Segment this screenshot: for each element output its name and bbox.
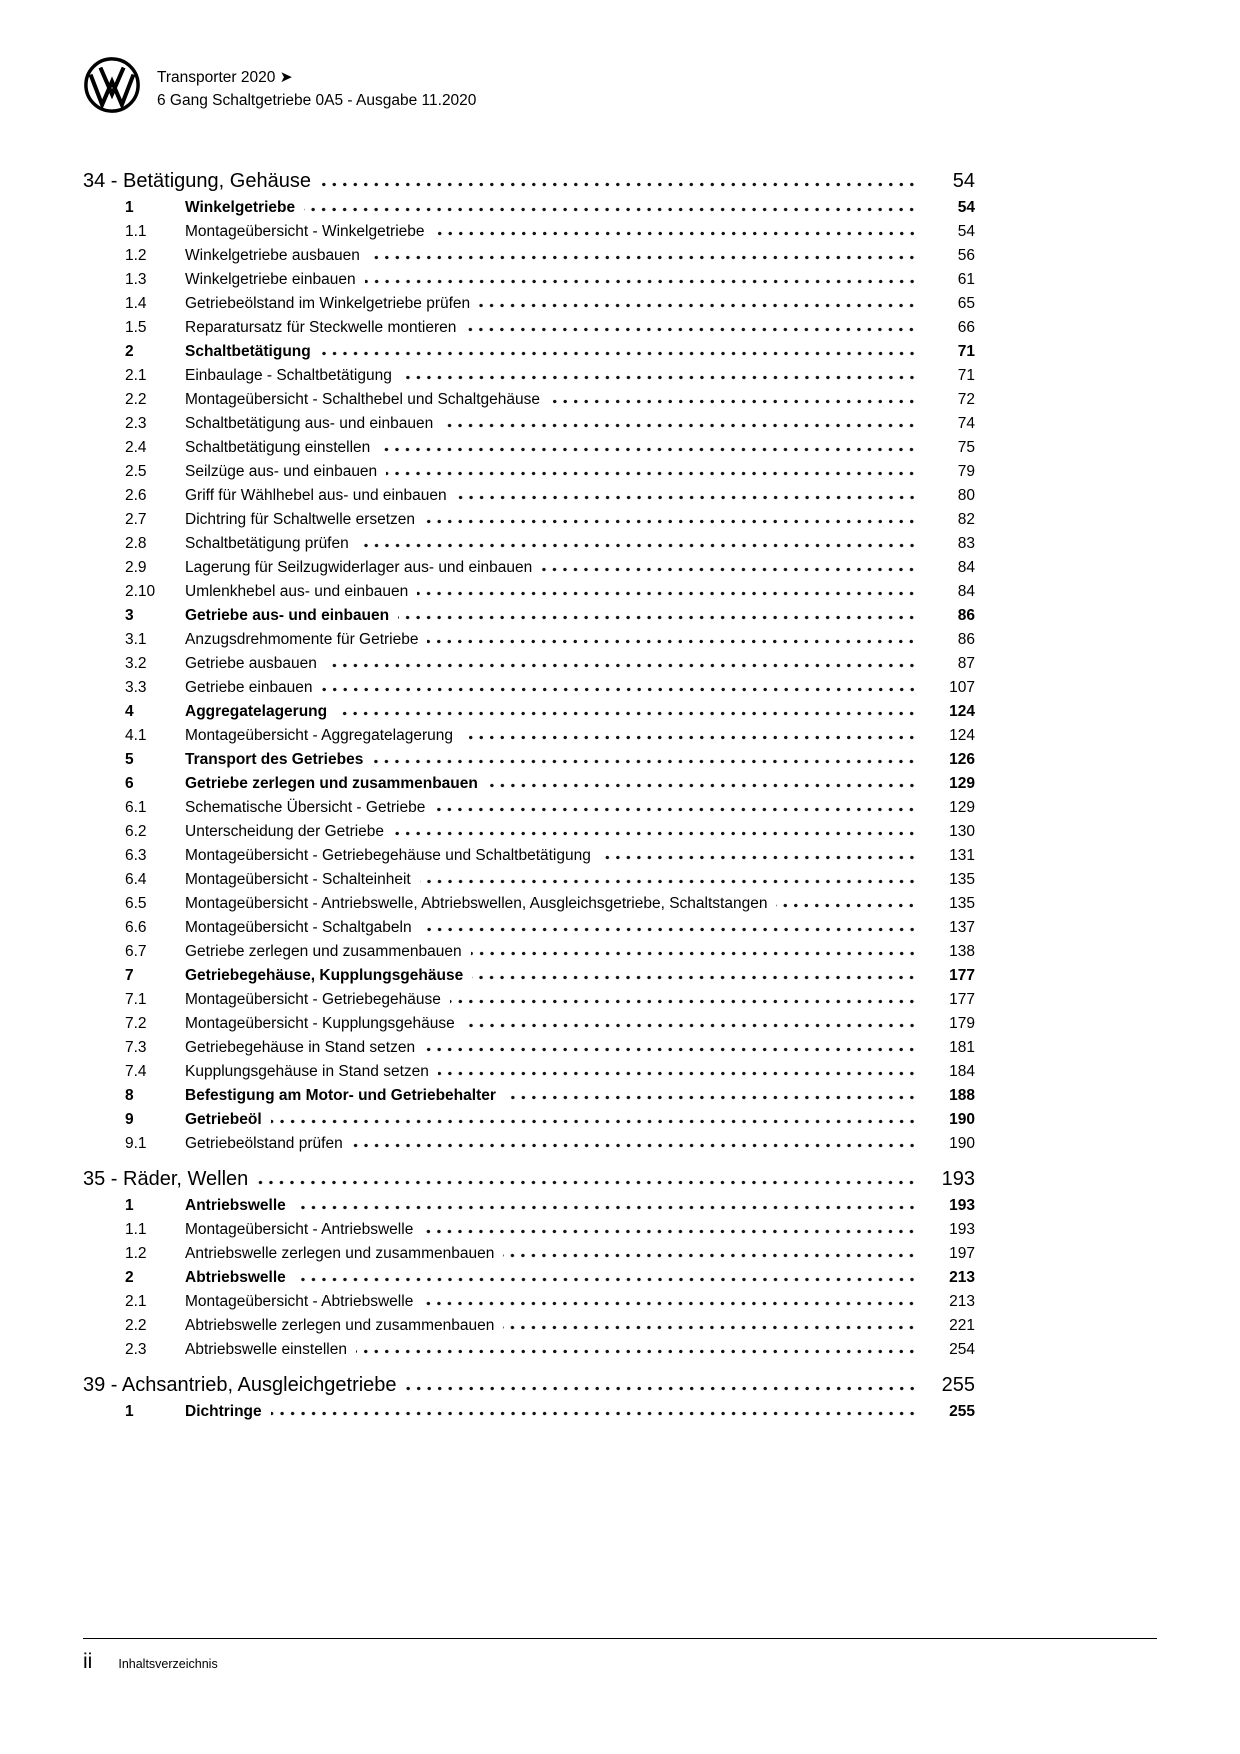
dotted-leader xyxy=(369,255,917,260)
toc-entry-title: Montageübersicht - Kupplungsgehäuse xyxy=(185,1015,455,1032)
toc-entry-title: Montageübersicht - Abtriebswelle xyxy=(185,1293,414,1310)
toc-entry-title: Antriebswelle xyxy=(185,1197,286,1214)
dotted-leader xyxy=(304,207,917,212)
toc-section-row xyxy=(83,1338,975,1362)
toc-entry-number: 2.8 xyxy=(125,535,147,552)
toc-entry-title: Transport des Getriebes xyxy=(185,751,364,768)
toc-section-row xyxy=(83,724,975,748)
toc-section-row xyxy=(83,1194,975,1218)
footer-section-title: Inhaltsverzeichnis xyxy=(118,1657,218,1671)
toc-entry-number: 1.1 xyxy=(125,1221,147,1238)
toc-entry-number: 3.1 xyxy=(125,631,147,648)
toc-entry-number: 4.1 xyxy=(125,727,147,744)
toc-entry-title: Dichtring für Schaltwelle ersetzen xyxy=(185,511,416,528)
toc-page-number: 54 xyxy=(952,170,975,192)
toc-section-row xyxy=(83,964,975,988)
toc-section-row xyxy=(83,1012,975,1036)
toc-page-number: 184 xyxy=(949,1063,975,1080)
toc-section-row xyxy=(83,772,975,796)
toc-page-number: 193 xyxy=(949,1197,975,1214)
toc-entry-title: Montageübersicht - Schalthebel und Schaltgehäuse xyxy=(185,391,541,408)
toc-page-number: 107 xyxy=(949,679,975,696)
dotted-leader xyxy=(427,639,917,644)
toc-entry-number: 2.2 xyxy=(125,391,147,408)
dotted-leader xyxy=(438,1071,917,1076)
toc-entry-number: 2.3 xyxy=(125,1341,147,1358)
toc-page-number: 177 xyxy=(949,991,975,1008)
toc-page-number: 126 xyxy=(949,751,975,768)
dotted-leader xyxy=(434,231,917,236)
dotted-leader xyxy=(386,471,917,476)
toc-entry-title: Schematische Übersicht - Getriebe xyxy=(185,799,426,816)
toc-page-number: 129 xyxy=(949,799,975,816)
toc-section-row xyxy=(83,988,975,1012)
toc-section-row xyxy=(83,388,975,412)
toc-entry-title: Abtriebswelle zerlegen und zusammenbauen xyxy=(185,1317,495,1334)
toc-page-number: 72 xyxy=(957,391,975,408)
toc-entry-title: Abtriebswelle xyxy=(185,1269,286,1286)
toc-entry-number: 7 xyxy=(125,967,134,984)
dotted-leader xyxy=(434,807,917,812)
toc-entry-number: 9 xyxy=(125,1111,134,1128)
toc-entry-number: 1.4 xyxy=(125,295,147,312)
toc-entry-number: 2.9 xyxy=(125,559,147,576)
dotted-leader xyxy=(358,543,917,548)
toc-entry-number: 7.1 xyxy=(125,991,147,1008)
toc-section-row xyxy=(83,1314,975,1338)
toc-entry-title: Griff für Wählhebel aus- und einbauen xyxy=(185,487,447,504)
toc-section-row xyxy=(83,1266,975,1290)
toc-entry-title: Getriebeölstand im Winkelgetriebe prüfen xyxy=(185,295,471,312)
toc-entry-title: Dichtringe xyxy=(185,1403,262,1420)
dotted-leader xyxy=(487,783,917,788)
toc-entry-title: Befestigung am Motor- und Getriebehalter xyxy=(185,1087,496,1104)
toc-entry-number: 3.3 xyxy=(125,679,147,696)
toc-page-number: 82 xyxy=(957,511,975,528)
toc-section-row xyxy=(83,1242,975,1266)
toc-page-number: 75 xyxy=(957,439,975,456)
toc-entry-number: 7.2 xyxy=(125,1015,147,1032)
toc-entry-title: Kupplungsgehäuse in Stand setzen xyxy=(185,1063,429,1080)
toc-page-number: 61 xyxy=(957,271,975,288)
toc-page-number: 131 xyxy=(949,847,975,864)
toc-entry-number: 6.4 xyxy=(125,871,147,888)
dotted-leader xyxy=(322,687,917,692)
toc-page-number: 79 xyxy=(957,463,975,480)
toc-entry-number: 2.2 xyxy=(125,1317,147,1334)
toc-entry-title: Getriebegehäuse, Kupplungsgehäuse xyxy=(185,967,464,984)
toc-entry-title: Unterscheidung der Getriebe xyxy=(185,823,385,840)
toc-page-number: 255 xyxy=(949,1403,975,1420)
toc-entry-number: 6.3 xyxy=(125,847,147,864)
toc-page-number: 138 xyxy=(949,943,975,960)
dotted-leader xyxy=(424,519,917,524)
toc-entry-title: Schaltbetätigung einstellen xyxy=(185,439,371,456)
toc-entry-number: 1 xyxy=(125,199,134,216)
toc-page-number: 254 xyxy=(949,1341,975,1358)
dotted-leader xyxy=(420,879,917,884)
toc-page-number: 86 xyxy=(957,607,975,624)
dotted-leader xyxy=(422,1229,917,1234)
dotted-leader xyxy=(503,1253,917,1258)
toc-entry-number: 1.2 xyxy=(125,247,147,264)
toc-entry-title: Montageübersicht - Aggregatelagerung xyxy=(185,727,453,744)
toc-entry-number: 2 xyxy=(125,343,134,360)
dotted-leader xyxy=(471,951,917,956)
dotted-leader xyxy=(600,855,917,860)
toc-page-number: 135 xyxy=(949,871,975,888)
toc-section-row xyxy=(83,316,975,340)
toc-section-row xyxy=(83,1400,975,1424)
toc-page-number: 213 xyxy=(949,1269,975,1286)
toc-section-row xyxy=(83,364,975,388)
toc-page-number: 86 xyxy=(957,631,975,648)
toc-page-number: 177 xyxy=(949,967,975,984)
dotted-leader xyxy=(336,711,917,716)
dotted-leader xyxy=(421,927,917,932)
toc-page-number: 74 xyxy=(957,415,975,432)
toc-section-row xyxy=(83,1084,975,1108)
toc-page-number: 255 xyxy=(941,1374,975,1396)
toc-section-row xyxy=(83,292,975,316)
toc-section-row xyxy=(83,460,975,484)
toc-entry-title: Aggregatelagerung xyxy=(185,703,328,720)
toc-section-row xyxy=(83,700,975,724)
toc-entry-title: Getriebe ausbauen xyxy=(185,655,317,672)
dotted-leader xyxy=(456,495,917,500)
document-edition-line: 6 Gang Schaltgetriebe 0A5 - Ausgabe 11.2020 xyxy=(157,92,477,109)
dotted-leader xyxy=(352,1143,917,1148)
toc-page-number: 193 xyxy=(949,1221,975,1238)
toc-entry-number: 7.4 xyxy=(125,1063,147,1080)
toc-page-number: 193 xyxy=(941,1168,975,1190)
toc-page-number: 80 xyxy=(957,487,975,504)
toc-page-number: 130 xyxy=(949,823,975,840)
toc-section-row xyxy=(83,820,975,844)
toc-section-row xyxy=(83,1060,975,1084)
toc-chapter-label: 39 - Achsantrieb, Ausgleichgetriebe xyxy=(83,1374,397,1396)
toc-page-number: 137 xyxy=(949,919,975,936)
toc-entry-number: 3 xyxy=(125,607,134,624)
toc-section-row xyxy=(83,196,975,220)
toc-section-row xyxy=(83,556,975,580)
toc-page-number: 65 xyxy=(957,295,975,312)
document-model-line: Transporter 2020 ➤ xyxy=(157,69,293,86)
toc-page-number: 84 xyxy=(957,559,975,576)
toc-entry-number: 7.3 xyxy=(125,1039,147,1056)
toc-entry-title: Winkelgetriebe einbauen xyxy=(185,271,356,288)
dotted-leader xyxy=(549,399,917,404)
dotted-leader xyxy=(295,1277,917,1282)
dotted-leader xyxy=(424,1047,917,1052)
toc-entry-title: Winkelgetriebe xyxy=(185,199,296,216)
toc-entry-number: 2.10 xyxy=(125,583,156,600)
dotted-leader xyxy=(320,182,917,187)
dotted-leader xyxy=(464,1023,917,1028)
toc-page-number: 213 xyxy=(949,1293,975,1310)
toc-page-number: 56 xyxy=(957,247,975,264)
toc-page-number: 181 xyxy=(949,1039,975,1056)
toc-entry-number: 9.1 xyxy=(125,1135,147,1152)
dotted-leader xyxy=(776,903,917,908)
vw-logo-icon xyxy=(83,56,141,114)
toc-section-row xyxy=(83,652,975,676)
toc-entry-number: 5 xyxy=(125,751,134,768)
toc-entry-number: 3.2 xyxy=(125,655,147,672)
toc-entry-number: 6.6 xyxy=(125,919,147,936)
toc-section-row xyxy=(83,1218,975,1242)
toc-entry-number: 1.3 xyxy=(125,271,147,288)
toc-section-row xyxy=(83,940,975,964)
toc-entry-number: 2.3 xyxy=(125,415,147,432)
toc-entry-title: Lagerung für Seilzugwiderlager aus- und einbauen xyxy=(185,559,533,576)
toc-entry-number: 1.5 xyxy=(125,319,147,336)
toc-section-row xyxy=(83,508,975,532)
toc-page-number: 87 xyxy=(957,655,975,672)
toc-section-row xyxy=(83,748,975,772)
toc-entry-title: Umlenkhebel aus- und einbauen xyxy=(185,583,409,600)
dotted-leader xyxy=(505,1095,917,1100)
toc-entry-number: 2.4 xyxy=(125,439,147,456)
dotted-leader xyxy=(417,591,917,596)
toc-entry-number: 2 xyxy=(125,1269,134,1286)
document-subtitle-block xyxy=(157,56,476,112)
toc-entry-number: 1.2 xyxy=(125,1245,147,1262)
toc-entry-number: 6.7 xyxy=(125,943,147,960)
toc-entry-title: Montageübersicht - Antriebswelle xyxy=(185,1221,414,1238)
toc-entry-title: Getriebe zerlegen und zusammenbauen xyxy=(185,943,462,960)
footer-page-number: ii xyxy=(83,1650,93,1673)
dotted-leader xyxy=(271,1411,917,1416)
toc-entry-number: 1 xyxy=(125,1197,134,1214)
toc-entry-title: Winkelgetriebe ausbauen xyxy=(185,247,360,264)
footer-divider xyxy=(83,1638,1157,1639)
toc-section-row xyxy=(83,220,975,244)
dotted-leader xyxy=(295,1205,917,1210)
toc-entry-title: Getriebe aus- und einbauen xyxy=(185,607,390,624)
toc-entry-number: 8 xyxy=(125,1087,134,1104)
dotted-leader xyxy=(356,1349,917,1354)
dotted-leader xyxy=(472,975,917,980)
toc-entry-number: 1 xyxy=(125,1403,134,1420)
dotted-leader xyxy=(401,375,917,380)
dotted-leader xyxy=(503,1325,917,1330)
dotted-leader xyxy=(406,1386,917,1391)
toc-entry-title: Montageübersicht - Getriebegehäuse xyxy=(185,991,441,1008)
toc-entry-number: 6 xyxy=(125,775,134,792)
toc-page-number: 124 xyxy=(949,703,975,720)
toc-chapter-row xyxy=(83,1370,975,1400)
page-header xyxy=(83,56,476,114)
dotted-leader xyxy=(326,663,917,668)
toc-entry-number: 4 xyxy=(125,703,134,720)
dotted-leader xyxy=(479,303,917,308)
toc-section-row xyxy=(83,1132,975,1156)
toc-section-row xyxy=(83,796,975,820)
toc-entry-title: Getriebe einbauen xyxy=(185,679,313,696)
toc-entry-title: Montageübersicht - Winkelgetriebe xyxy=(185,223,425,240)
toc-section-row xyxy=(83,484,975,508)
toc-entry-number: 6.1 xyxy=(125,799,147,816)
toc-section-row xyxy=(83,628,975,652)
toc-page-number: 179 xyxy=(949,1015,975,1032)
dotted-leader xyxy=(422,1301,917,1306)
toc-page-number: 188 xyxy=(949,1087,975,1104)
toc-page-number: 54 xyxy=(957,223,975,240)
table-of-contents xyxy=(83,158,975,1424)
dotted-leader xyxy=(450,999,917,1004)
toc-page-number: 84 xyxy=(957,583,975,600)
toc-section-row xyxy=(83,244,975,268)
dotted-leader xyxy=(320,351,917,356)
dotted-leader xyxy=(271,1119,917,1124)
dotted-leader xyxy=(462,735,917,740)
dotted-leader xyxy=(379,447,917,452)
toc-entry-number: 2.1 xyxy=(125,367,147,384)
toc-section-row xyxy=(83,868,975,892)
toc-page-number: 83 xyxy=(957,535,975,552)
toc-entry-title: Abtriebswelle einstellen xyxy=(185,1341,347,1358)
toc-entry-title: Seilzüge aus- und einbauen xyxy=(185,463,378,480)
toc-entry-title: Montageübersicht - Antriebswelle, Abtriebswellen, Ausgleichsgetriebe, Schaltstangen xyxy=(185,895,768,912)
toc-page-number: 124 xyxy=(949,727,975,744)
dotted-leader xyxy=(465,327,917,332)
toc-entry-title: Getriebe zerlegen und zusammenbauen xyxy=(185,775,478,792)
toc-entry-number: 6.2 xyxy=(125,823,147,840)
toc-entry-title: Getriebegehäuse in Stand setzen xyxy=(185,1039,416,1056)
toc-page-number: 190 xyxy=(949,1135,975,1152)
toc-entry-title: Getriebeöl xyxy=(185,1111,262,1128)
toc-section-row xyxy=(83,916,975,940)
toc-section-row xyxy=(83,436,975,460)
toc-page-number: 54 xyxy=(957,199,975,216)
dotted-leader xyxy=(442,423,917,428)
toc-entry-title: Schaltbetätigung prüfen xyxy=(185,535,349,552)
toc-page-number: 129 xyxy=(949,775,975,792)
toc-chapter-row xyxy=(83,1164,975,1194)
dotted-leader xyxy=(365,279,917,284)
toc-section-row xyxy=(83,844,975,868)
toc-entry-title: Montageübersicht - Schalteinheit xyxy=(185,871,411,888)
toc-section-row xyxy=(83,268,975,292)
toc-entry-number: 2.6 xyxy=(125,487,147,504)
toc-section-row xyxy=(83,340,975,364)
toc-entry-title: Schaltbetätigung aus- und einbauen xyxy=(185,415,434,432)
toc-entry-title: Montageübersicht - Schaltgabeln xyxy=(185,919,412,936)
toc-page-number: 190 xyxy=(949,1111,975,1128)
toc-entry-title: Getriebeölstand prüfen xyxy=(185,1135,343,1152)
toc-page-number: 221 xyxy=(949,1317,975,1334)
toc-page-number: 66 xyxy=(957,319,975,336)
toc-page-number: 197 xyxy=(949,1245,975,1262)
toc-entry-title: Schaltbetätigung xyxy=(185,343,311,360)
toc-section-row xyxy=(83,412,975,436)
toc-chapter-label: 35 - Räder, Wellen xyxy=(83,1168,249,1190)
toc-chapter-row xyxy=(83,166,975,196)
toc-entry-title: Antriebswelle zerlegen und zusammenbauen xyxy=(185,1245,495,1262)
toc-entry-title: Reparatursatz für Steckwelle montieren xyxy=(185,319,457,336)
toc-section-row xyxy=(83,532,975,556)
toc-entry-title: Anzugsdrehmomente für Getriebe xyxy=(185,631,419,648)
toc-entry-title: Einbaulage - Schaltbetätigung xyxy=(185,367,392,384)
toc-page-number: 135 xyxy=(949,895,975,912)
toc-section-row xyxy=(83,1108,975,1132)
toc-section-row xyxy=(83,892,975,916)
toc-entry-number: 2.7 xyxy=(125,511,147,528)
dotted-leader xyxy=(541,567,917,572)
dotted-leader xyxy=(372,759,917,764)
dotted-leader xyxy=(393,831,917,836)
dotted-leader xyxy=(257,1180,917,1185)
toc-section-row xyxy=(83,1036,975,1060)
toc-entry-number: 2.5 xyxy=(125,463,147,480)
toc-entry-number: 1.1 xyxy=(125,223,147,240)
toc-entry-number: 6.5 xyxy=(125,895,147,912)
page-footer xyxy=(83,1650,218,1674)
toc-section-row xyxy=(83,676,975,700)
toc-section-row xyxy=(83,580,975,604)
toc-section-row xyxy=(83,1290,975,1314)
dotted-leader xyxy=(398,615,917,620)
toc-entry-number: 2.1 xyxy=(125,1293,147,1310)
toc-page-number: 71 xyxy=(957,343,975,360)
toc-entry-title: Montageübersicht - Getriebegehäuse und Schaltbetätigung xyxy=(185,847,591,864)
toc-chapter-label: 34 - Betätigung, Gehäuse xyxy=(83,170,311,192)
toc-section-row xyxy=(83,604,975,628)
toc-page-number: 71 xyxy=(957,367,975,384)
